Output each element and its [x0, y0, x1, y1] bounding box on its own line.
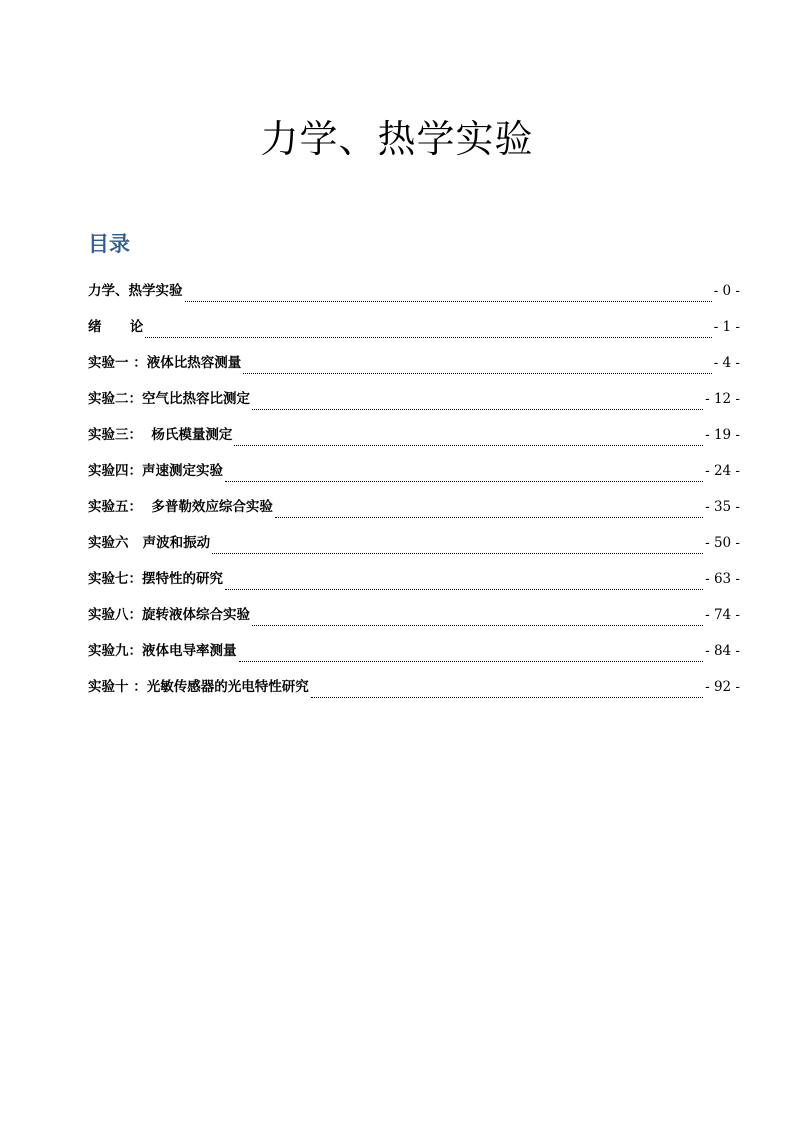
document-title: 力学、热学实验	[260, 117, 534, 161]
toc-entry[interactable]	[88, 387, 740, 423]
toc-entry-label: 实验九：液体电导率测量	[88, 643, 237, 659]
toc-entry-page: - 4 -	[713, 355, 740, 371]
toc-entry-label: 实验一 ：液体比热容测量	[88, 355, 242, 371]
toc-entry[interactable]	[88, 315, 740, 351]
toc-entry[interactable]	[88, 567, 740, 603]
toc-entry-page: - 12 -	[705, 391, 740, 407]
toc-entry[interactable]	[88, 423, 740, 459]
toc-entry-page: - 74 -	[705, 607, 740, 623]
toc-entry-label: 实验四：声速测定实验	[88, 463, 223, 479]
toc-entry-page: - 63 -	[705, 571, 740, 587]
toc-entry-page: - 0 -	[713, 283, 740, 299]
toc-entry[interactable]	[88, 279, 740, 315]
toc-entry[interactable]	[88, 495, 740, 531]
toc-entry-label: 力学、热学实验	[88, 283, 183, 299]
toc-dot-leader	[252, 409, 703, 410]
toc-entry-label: 实验八：旋转液体综合实验	[88, 607, 250, 623]
toc-entry-label: 实验三： 杨氏模量测定	[88, 427, 233, 443]
toc-entry-page: - 50 -	[705, 535, 740, 551]
toc-entry-label: 绪 论	[88, 319, 144, 335]
toc-entry[interactable]	[88, 675, 740, 711]
toc-dot-leader	[145, 337, 712, 338]
toc-entry-page: - 84 -	[705, 643, 740, 659]
toc-entry[interactable]	[88, 531, 740, 567]
toc-entry[interactable]	[88, 603, 740, 639]
toc-entry[interactable]	[88, 639, 740, 675]
toc-entry-label: 实验六 声波和振动	[88, 535, 211, 551]
toc-entry-page: - 92 -	[705, 679, 740, 695]
toc-entry[interactable]	[88, 459, 740, 495]
toc-dot-leader	[212, 553, 703, 554]
toc-heading: 目录	[88, 232, 130, 256]
toc-dot-leader	[234, 445, 703, 446]
toc-entry-label: 实验十 ：光敏传感器的光电特性研究	[88, 679, 309, 695]
toc-dot-leader	[252, 625, 703, 626]
toc-dot-leader	[243, 373, 712, 374]
toc-entry-page: - 1 -	[713, 319, 740, 335]
table-of-contents	[88, 279, 740, 711]
toc-dot-leader	[225, 589, 703, 590]
toc-entry-label: 实验五： 多普勒效应综合实验	[88, 499, 273, 515]
toc-entry-page: - 24 -	[705, 463, 740, 479]
toc-dot-leader	[225, 481, 703, 482]
toc-dot-leader	[311, 697, 703, 698]
toc-entry-page: - 35 -	[705, 499, 740, 515]
toc-entry-label: 实验七：摆特性的研究	[88, 571, 223, 587]
toc-entry[interactable]	[88, 351, 740, 387]
toc-entry-page: - 19 -	[705, 427, 740, 443]
toc-dot-leader	[275, 517, 703, 518]
toc-dot-leader	[185, 301, 712, 302]
toc-entry-label: 实验二：空气比热容比测定	[88, 391, 250, 407]
toc-dot-leader	[239, 661, 704, 662]
